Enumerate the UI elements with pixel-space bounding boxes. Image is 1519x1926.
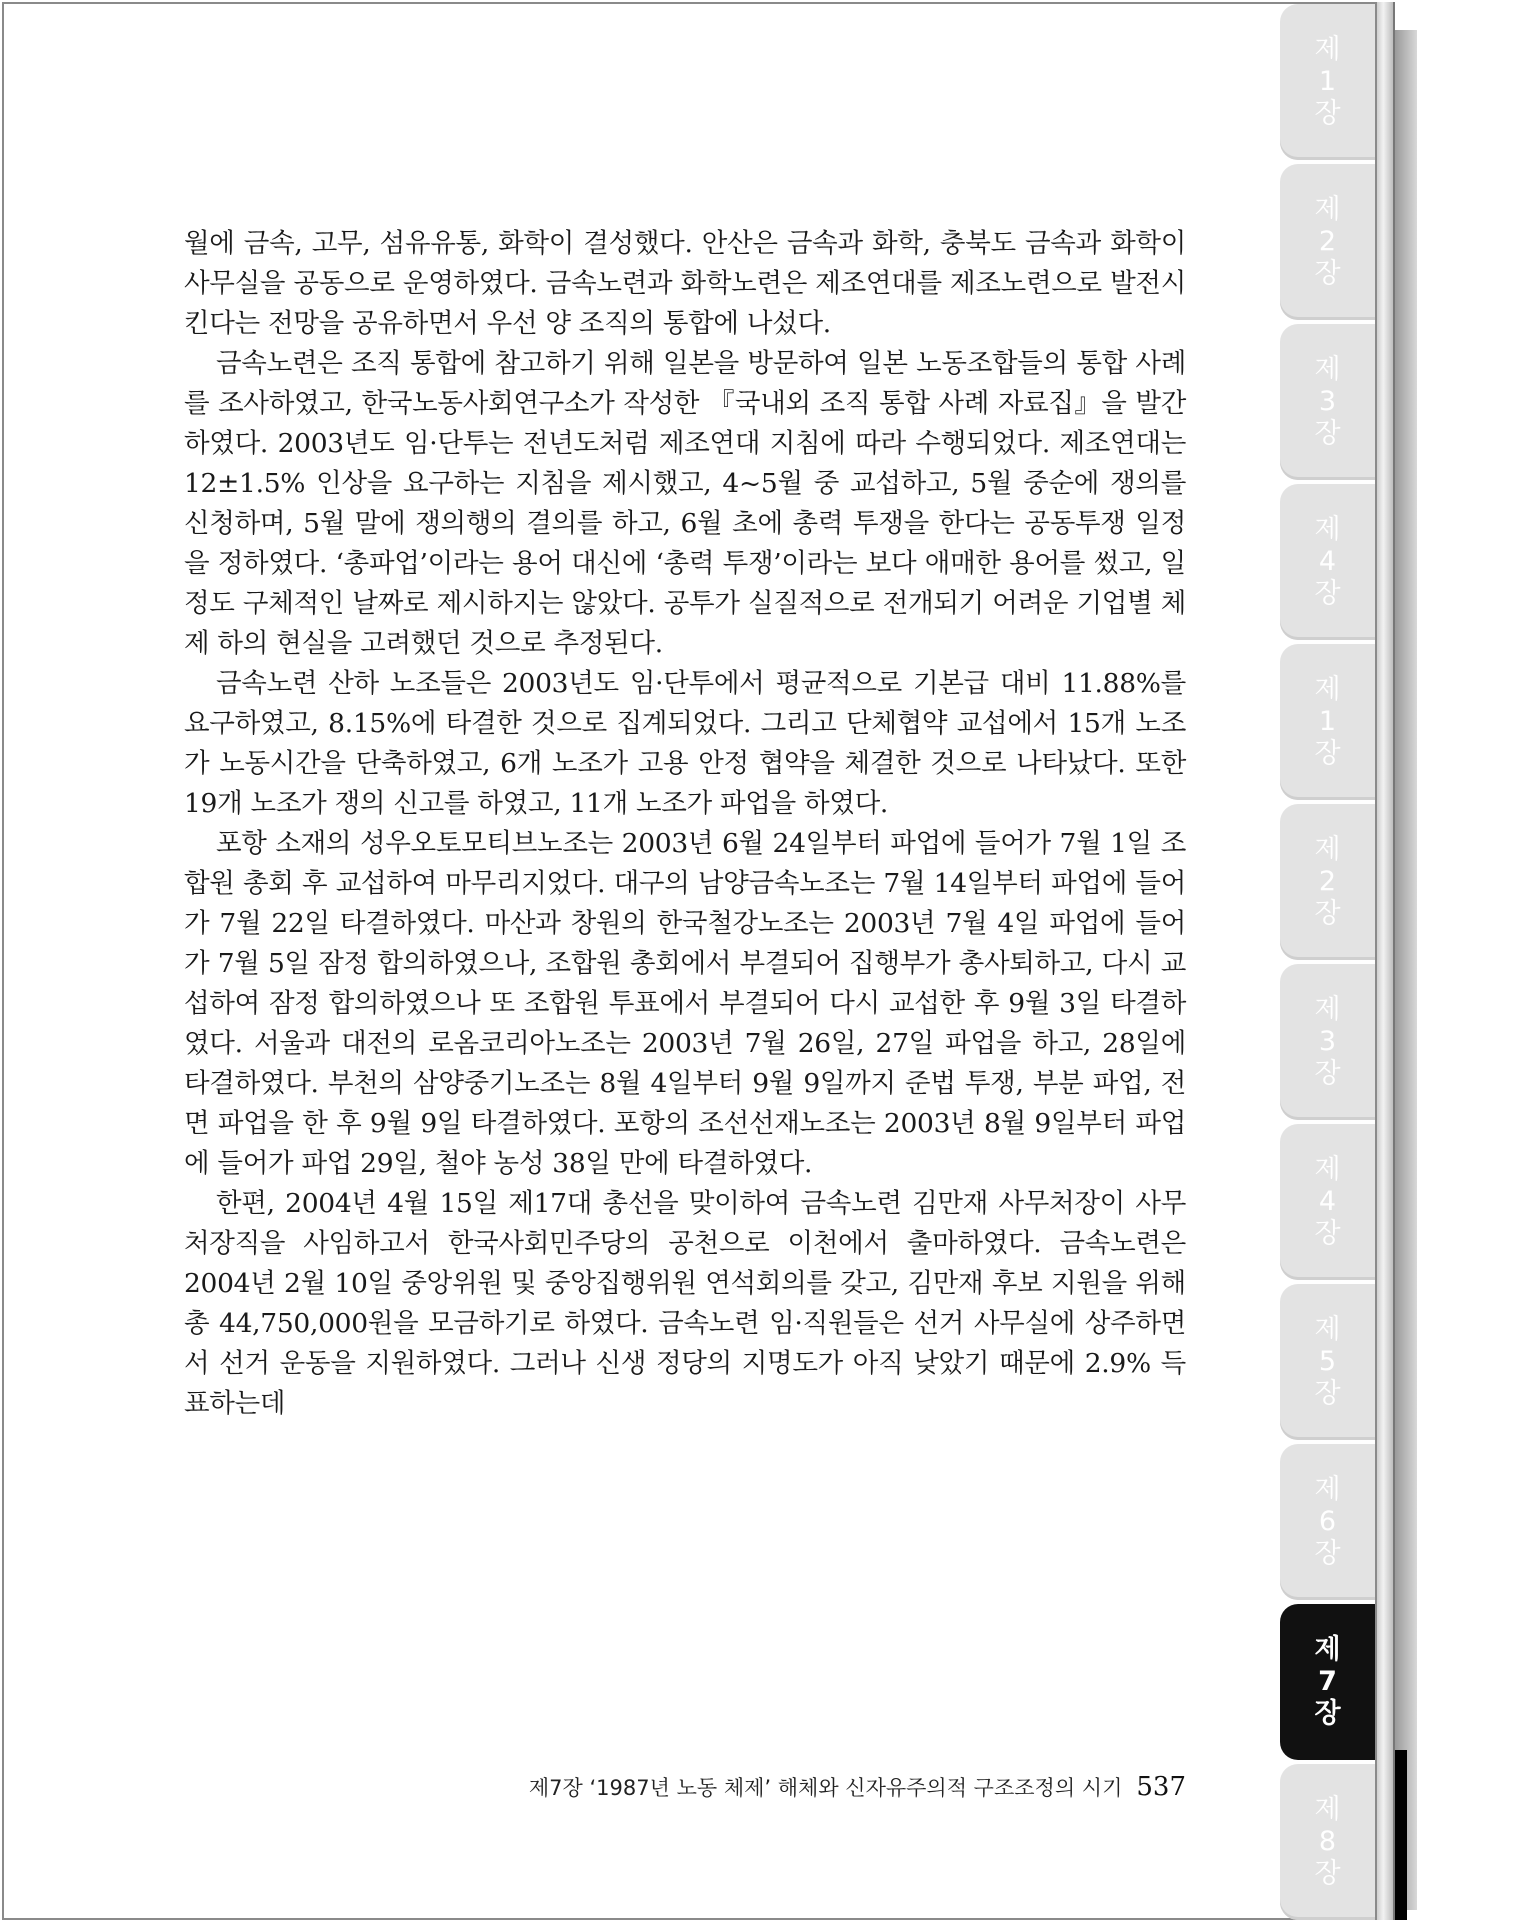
chapter-tab-label: 제1장 (1314, 34, 1341, 129)
chapter-tab-label: 제6장 (1314, 1474, 1341, 1569)
paragraph: 월에 금속, 고무, 섬유유통, 화학이 결성했다. 안산은 금속과 화학, 충북도 금속과 화학이 사무실을 공동으로 운영하였다. 금속노련과 화학노련은 제조연대를 제조노련으로 발전시킨다는 전망을 공유하면서 우선 양 조직의 통합에 나섰다. (184, 228, 1186, 339)
chapter-tab-label: 제4장 (1314, 514, 1341, 609)
chapter-tab[interactable] (1280, 4, 1375, 160)
chapter-tabs (1280, 0, 1390, 1926)
chapter-tab-label: 제5장 (1314, 1314, 1341, 1409)
chapter-tab-label: 제3장 (1314, 994, 1341, 1089)
chapter-tab[interactable] (1280, 164, 1375, 320)
chapter-tab[interactable] (1280, 1284, 1375, 1440)
chapter-tab[interactable] (1280, 1444, 1375, 1600)
page-number: 537 (1136, 1772, 1186, 1802)
chapter-tab-label: 제3장 (1314, 354, 1341, 449)
chapter-tab[interactable] (1280, 1764, 1375, 1920)
chapter-tab-label: 제2장 (1314, 834, 1341, 929)
chapter-tab-active[interactable] (1280, 1604, 1375, 1760)
paragraph: 한편, 2004년 4월 15일 제17대 총선을 맞이하여 금속노련 김만재 사무처장이 사무처장직을 사임하고서 한국사회민주당의 공천으로 이천에서 출마하였다. 금속노련은 2004년 2월 10일 중앙위원 및 중앙집행위원 연석회의를 갖고, 김만재 후보 지원을 위해 총 44,750,000원을 모금하기로 하였다. 금속노련 임·직원들은 선거 사무실에 상주하면서 선거 운동을 지원하였다. 그러나 신생 정당의 지명도가 아직 낮았기 때문에 2.9% 득표하는데 (184, 1188, 1186, 1419)
chapter-tab-label: 제8장 (1314, 1794, 1341, 1889)
chapter-tab[interactable] (1280, 484, 1375, 640)
paragraph: 금속노련은 조직 통합에 참고하기 위해 일본을 방문하여 일본 노동조합들의 통합 사례를 조사하였고, 한국노동사회연구소가 작성한 『국내외 조직 통합 사례 자료집』을 발간하였다. 2003년도 임·단투는 전년도처럼 제조연대 지침에 따라 수행되었다. 제조연대는 12±1.5% 인상을 요구하는 지침을 제시했고, 4~5월 중 교섭하고, 5월 중순에 쟁의를 신청하며, 5월 말에 쟁의행의 결의를 하고, 6월 초에 총력 투쟁을 한다는 공동투쟁 일정을 정하였다. ‘총파업’이라는 용어 대신에 ‘총력 투쟁’이라는 보다 애매한 용어를 썼고, 일정도 구체적인 날짜로 제시하지는 않았다. 공투가 실질적으로 전개되기 어려운 기업별 체제 하의 현실을 고려했던 것으로 추정된다. (184, 348, 1186, 659)
paragraph: 포항 소재의 성우오토모티브노조는 2003년 6월 24일부터 파업에 들어가 7월 1일 조합원 총회 후 교섭하여 마무리지었다. 대구의 남양금속노조는 7월 14일부터 파업에 들어가 7월 22일 타결하였다. 마산과 창원의 한국철강노조는 2003년 7월 4일 파업에 들어가 7월 5일 잠정 합의하였으나, 조합원 총회에서 부결되어 집행부가 총사퇴하고, 다시 교섭하여 잠정 합의하였으나 또 조합원 투표에서 부결되어 다시 교섭한 후 9월 3일 타결하였다. 서울과 대전의 로옴코리아노조는 2003년 7월 26일, 27일 파업을 하고, 28일에 타결하였다. 부천의 삼양중기노조는 8월 4일부터 9월 9일까지 준법 투쟁, 부분 파업, 전면 파업을 한 후 9월 9일 타결하였다. 포항의 조선선재노조는 2003년 8월 9일부터 파업에 들어가 파업 29일, 철야 농성 38일 만에 타결하였다. (184, 828, 1186, 1179)
chapter-tab[interactable] (1280, 1124, 1375, 1280)
spine-black-strip (1395, 1750, 1407, 1920)
chapter-tab-label: 제1장 (1314, 674, 1341, 769)
chapter-tab[interactable] (1280, 804, 1375, 960)
chapter-tab[interactable] (1280, 324, 1375, 480)
body-text (184, 224, 1186, 1424)
running-title: 제7장 ‘1987년 노동 체제’ 해체와 신자유주의적 구조조정의 시기 (528, 1776, 1123, 1800)
paragraph: 금속노련 산하 노조들은 2003년도 임·단투에서 평균적으로 기본급 대비 11.88%를 요구하였고, 8.15%에 타결한 것으로 집계되었다. 그리고 단체협약 교섭에서 15개 노조가 노동시간을 단축하였고, 6개 노조가 고용 안정 협약을 체결한 것으로 나타났다. 또한 19개 노조가 쟁의 신고를 하였고, 11개 노조가 파업을 하였다. (184, 668, 1186, 819)
chapter-tab-label: 제7장 (1314, 1634, 1341, 1729)
chapter-tab[interactable] (1280, 964, 1375, 1120)
chapter-tab-label: 제2장 (1314, 194, 1341, 289)
chapter-tab[interactable] (1280, 644, 1375, 800)
chapter-tab-label: 제4장 (1314, 1154, 1341, 1249)
book-spine-shadow (1395, 30, 1417, 1910)
running-footer (470, 1772, 1186, 1802)
